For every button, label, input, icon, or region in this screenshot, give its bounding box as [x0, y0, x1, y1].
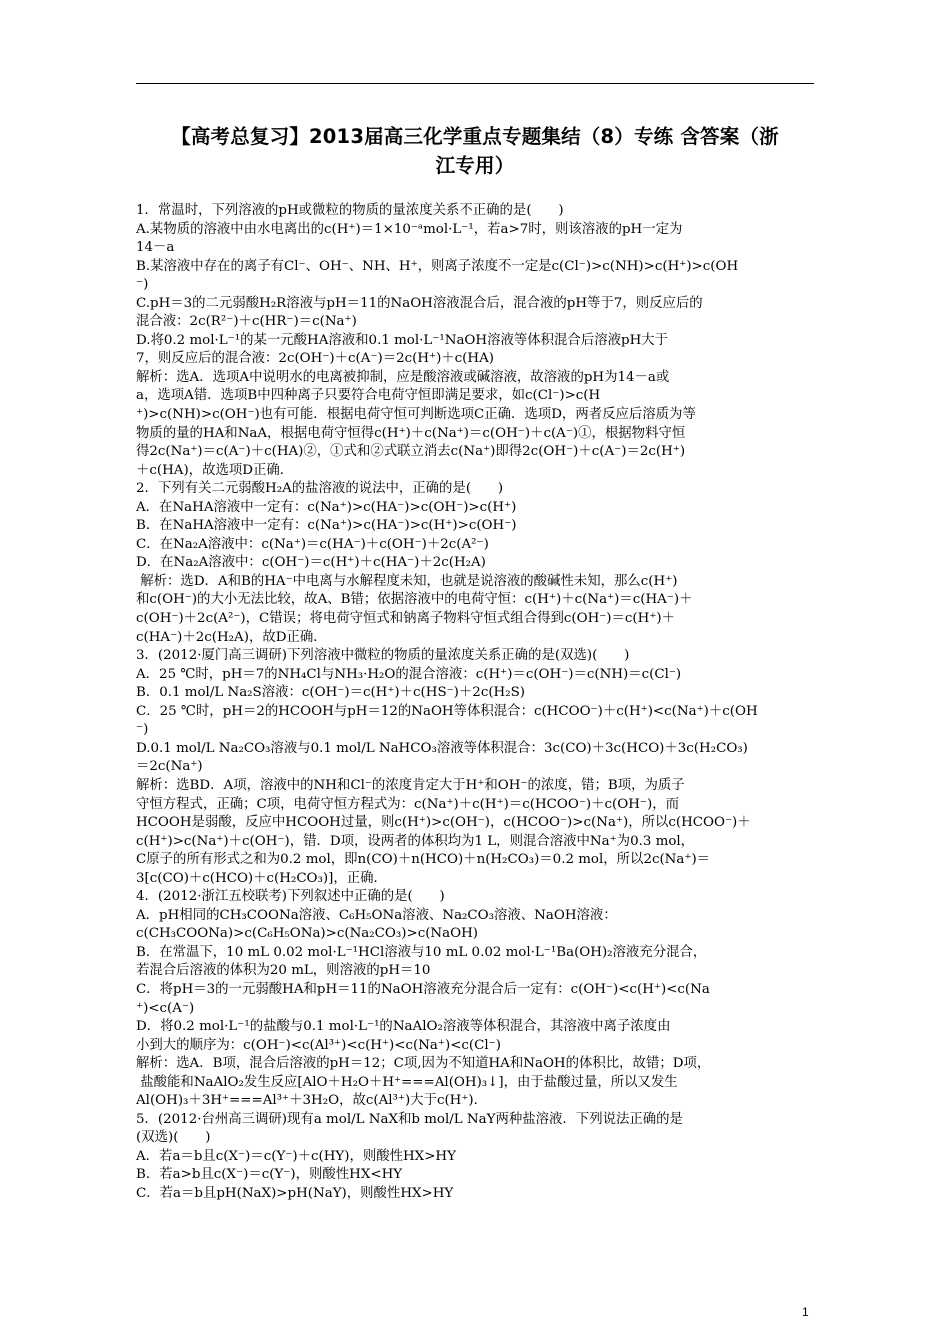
text-line: 得2c(Na⁺)＝c(A⁻)＋c(HA)②，①式和②式联立消去c(Na⁺)即得2c(OH⁻)＋c(A⁻)＝2c(H⁺) [136, 444, 686, 460]
text-line: B．若a>b且c(X⁻)＝c(Y⁻)，则酸性HX<HY [136, 1167, 403, 1183]
text-line: 1．常温时，下列溶液的pH或微粒的物质的量浓度关系不正确的是( ) [136, 203, 564, 218]
text-line: A．在NaHA溶液中一定有：c(Na⁺)>c(HA⁻)>c(OH⁻)>c(H⁺) [136, 499, 517, 515]
text-line: B.某溶液中存在的离子有Cl⁻、OH⁻、NH、H⁺，则离子浓度不一定是c(Cl⁻)>c(NH)>c(H⁺)>c(OH [136, 258, 739, 274]
text-line: ⁻) [136, 277, 149, 293]
text-line: A．若a＝b且c(X⁻)＝c(Y⁻)＋c(HY)，则酸性HX>HY [136, 1148, 456, 1164]
text-line: ⁺)>c(NH)>c(OH⁻)也有可能．根据电荷守恒可判断选项C正确．选项D，两者反应后溶质为等 [136, 407, 696, 423]
text-line: A．pH相同的CH₃COONa溶液、C₆H₅ONa溶液、Na₂CO₃溶液、NaOH溶液： [136, 907, 617, 923]
text-line: ＝2c(Na⁺) [136, 759, 203, 775]
text-line: C．25 ℃时，pH＝2的HCOOH与pH＝12的NaOH等体积混合：c(HCOO⁻)＋c(H⁺)<c(Na⁺)＋c(OH [136, 703, 758, 719]
title-line-1: 【高考总复习】2013届高三化学重点专题集结（8）专练 含答案（浙 [171, 125, 779, 148]
text-line: HCOOH是弱酸，反应中HCOOH过量，则c(H⁺)>c(OH⁻)，c(HCOO⁻)>c(Na⁺)，所以c(HCOO⁻)＋ [136, 815, 751, 831]
text-line: D．将0.2 mol·L⁻¹的盐酸与0.1 mol·L⁻¹的NaAlO₂溶液等体积混合，其溶液中离子浓度由 [136, 1019, 671, 1035]
text-line: A.某物质的溶液中由水电离出的c(H⁺)＝1×10⁻ᵃmol·L⁻¹，若a>7时，则该溶液的pH一定为 [136, 221, 683, 237]
text-line: 7，则反应后的混合液：2c(OH⁻)＋c(A⁻)＝2c(H⁺)＋c(HA) [136, 351, 494, 367]
text-line: 若混合后溶液的体积为20 mL，则溶液的pH＝10 [136, 963, 431, 979]
page-number: 1 [802, 1305, 809, 1319]
text-line: 解析：选BD．A项，溶液中的NH和Cl⁻的浓度肯定大于H⁺和OH⁻的浓度，错；B项，为质子 [136, 777, 685, 793]
text-line: Al(OH)₃＋3H⁺===Al³⁺＋3H₂O，故c(Al³⁺)大于c(H⁺)． [136, 1093, 488, 1109]
text-line: C.pH＝3的二元弱酸H₂R溶液与pH＝11的NaOH溶液混合后，混合液的pH等于7，则反应后的 [136, 295, 703, 311]
title-line-2: 江专用） [435, 154, 515, 177]
text-line: ＋c(HA)，故选项D正确． [136, 462, 294, 478]
text-line: ⁻) [136, 722, 149, 738]
text-line: 解析：选A．B项，混合后溶液的pH＝12；C项,因为不知道HA和NaOH的体积比，故错；D项， [136, 1056, 711, 1072]
text-line: 3[c(CO)＋c(HCO)＋c(H₂CO₃)]，正确． [136, 870, 387, 886]
text-line: 盐酸能和NaAlO₂发生反应[AlO＋H₂O＋H⁺===Al(OH)₃↓]，由于盐酸过量，所以又发生 [136, 1074, 678, 1090]
text-line: 混合液：2c(R²⁻)＋c(HR⁻)＝c(Na⁺) [136, 314, 357, 330]
text-line: (双选)( ) [136, 1130, 211, 1146]
text-line: 4．(2012·浙江五校联考)下列叙述中正确的是( ) [136, 889, 445, 905]
text-line: 3．(2012·厦门高三调研)下列溶液中微粒的物质的量浓度关系正确的是(双选)( ) [136, 648, 630, 664]
text-line: C．若a＝b且pH(NaX)>pH(NaY)，则酸性HX>HY [136, 1185, 454, 1201]
text-line: c(OH⁻)＋2c(A²⁻)，C错误；将电荷守恒式和钠离子物料守恒式组合得到c(OH⁻)＝c(H⁺)＋ [136, 611, 676, 627]
text-line: c(CH₃COONa)>c(C₆H₅ONa)>c(Na₂CO₃)>c(NaOH) [136, 926, 478, 942]
text-line: 14－a [136, 240, 175, 256]
text-line: ⁺)<c(A⁻) [136, 1000, 195, 1016]
text-line: D.0.1 mol/L Na₂CO₃溶液与0.1 mol/L NaHCO₃溶液等体积混合：3c(CO)＋3c(HCO)＋3c(H₂CO₃) [136, 740, 748, 756]
text-line: D.将0.2 mol·L⁻¹的某一元酸HA溶液和0.1 mol·L⁻¹NaOH溶液等体积混合后溶液pH大于 [136, 332, 669, 348]
text-line: c(H⁺)>c(Na⁺)＋c(OH⁻)，错．D项，设两者的体积均为1 L，则混合溶液中Na⁺为0.3 mol， [136, 833, 695, 849]
text-line: 2．下列有关二元弱酸H₂A的盐溶液的说法中，正确的是( ) [136, 481, 504, 497]
text-line: B．0.1 mol/L Na₂S溶液：c(OH⁻)＝c(H⁺)＋c(HS⁻)＋2c(H₂S) [136, 685, 525, 701]
text-line: 和c(OH⁻)的大小无法比较，故A、B错；依据溶液中的电荷守恒：c(H⁺)＋c(Na⁺)＝c(HA⁻)＋ [136, 592, 693, 608]
document-body [136, 202, 816, 1204]
text-line: 解析：选A．选项A中说明水的电离被抑制，应是酸溶液或碱溶液，故溶液的pH为14－a或 [136, 369, 670, 385]
text-line: 5．(2012·台州高三调研)现有a mol/L NaX和b mol/L NaY两种盐溶液．下列说法正确的是 [136, 1111, 683, 1127]
text-line: 小到大的顺序为：c(OH⁻)<c(Al³⁺)<c(H⁺)<c(Na⁺)<c(Cl⁻) [136, 1037, 501, 1053]
text-line: 解析：选D．A和B的HA⁻中电离与水解程度未知，也就是说溶液的酸碱性未知，那么c(H⁺) [136, 573, 678, 589]
text-line: B．在常温下，10 mL 0.02 mol·L⁻¹HCl溶液与10 mL 0.02 mol·L⁻¹Ba(OH)₂溶液充分混合， [136, 944, 707, 960]
header-rule [136, 83, 814, 84]
text-line: C原子的所有形式之和为0.2 mol，即n(CO)＋n(HCO)＋n(H₂CO₃)＝0.2 mol，所以2c(Na⁺)＝ [136, 852, 711, 868]
text-line: a，选项A错．选项B中四种离子只要符合电荷守恒即满足要求，如c(Cl⁻)>c(H [136, 388, 601, 404]
text-line: c(HA⁻)＋2c(H₂A)，故D正确． [136, 629, 327, 645]
text-line: B．在NaHA溶液中一定有：c(Na⁺)>c(HA⁻)>c(H⁺)>c(OH⁻) [136, 518, 517, 534]
document-title [136, 122, 814, 180]
text-line: 物质的量的HA和NaA，根据电荷守恒得c(H⁺)＋c(Na⁺)＝c(OH⁻)＋c(A⁻)①，根据物料守恒 [136, 425, 686, 441]
text-line: 守恒方程式，正确；C项，电荷守恒方程式为：c(Na⁺)＋c(H⁺)＝c(HCOO⁻)＋c(OH⁻)，而 [136, 796, 679, 812]
text-line: A．25 ℃时，pH＝7的NH₄Cl与NH₃·H₂O的混合溶液：c(H⁺)＝c(OH⁻)＝c(NH)＝c(Cl⁻) [136, 666, 682, 682]
text-line: D．在Na₂A溶液中：c(OH⁻)＝c(H⁺)＋c(HA⁻)＋2c(H₂A) [136, 555, 486, 571]
text-line: C．在Na₂A溶液中：c(Na⁺)＝c(HA⁻)＋c(OH⁻)＋2c(A²⁻) [136, 536, 489, 552]
text-line: C．将pH＝3的一元弱酸HA和pH＝11的NaOH溶液充分混合后一定有：c(OH⁻)<c(H⁺)<c(Na [136, 981, 710, 997]
